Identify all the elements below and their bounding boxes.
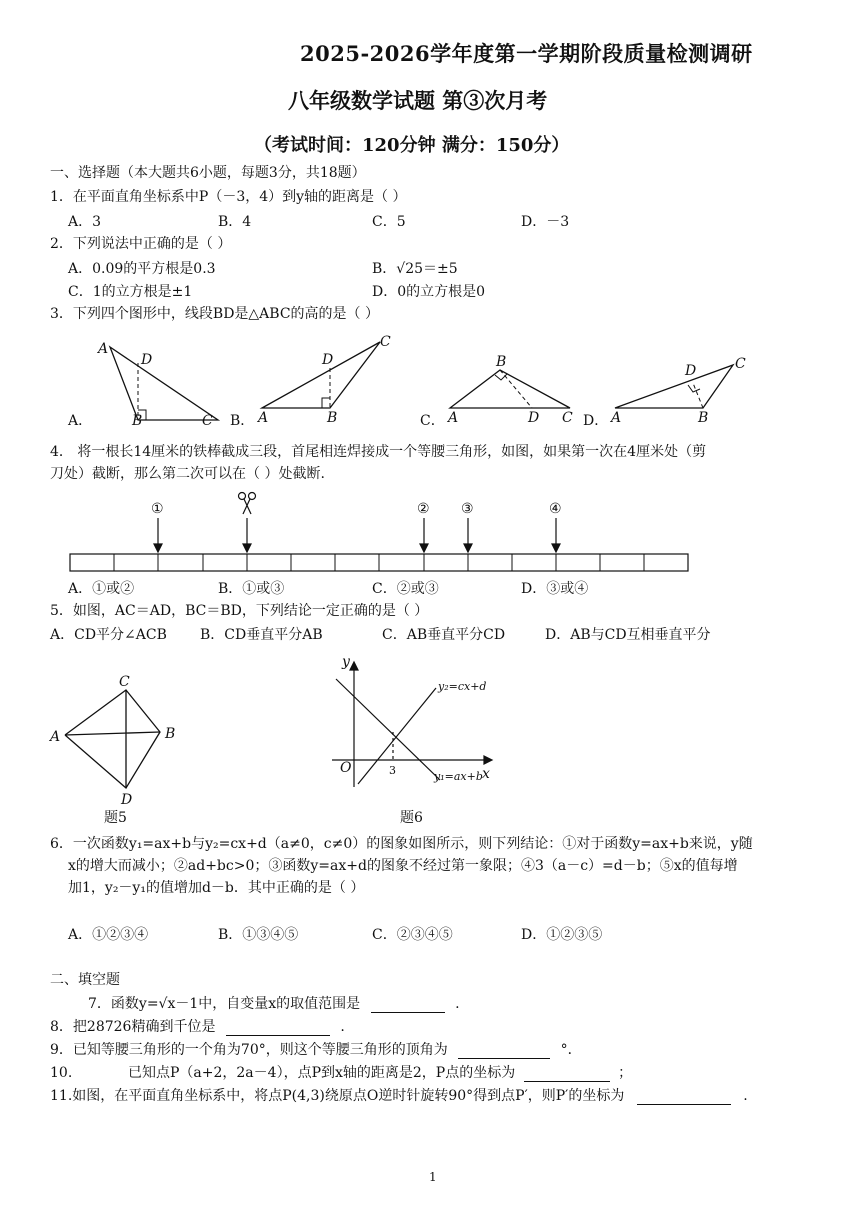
q3c-label-d: D xyxy=(528,410,540,426)
q5-label-c: C xyxy=(119,674,130,690)
q3a-label-c: C xyxy=(202,413,213,429)
q3-stem: 3．下列四个图形中，线段BD是△ABC的高的是（ ） xyxy=(50,306,380,322)
exam-title: 2025-2026学年度第一学期阶段质量检测调研 xyxy=(300,41,753,66)
q6-axis-x: x xyxy=(482,766,490,782)
q2-option-a: A．0.09的平方根是0.3 xyxy=(68,261,216,277)
q5-stem: 5．如图，AC＝AD，BC＝BD，下列结论一定正确的是（ ） xyxy=(50,603,429,619)
q8-line xyxy=(50,1019,345,1036)
q3-label-d: D． xyxy=(583,413,609,429)
q3b-label-b: B xyxy=(327,410,338,426)
q11-line xyxy=(50,1088,748,1105)
q5-option-d: D．AB与CD互相垂直平分 xyxy=(545,627,711,643)
q3c-label-b: B xyxy=(496,354,507,370)
q6-origin: O xyxy=(340,760,352,776)
q3-label-c: C． xyxy=(420,413,445,429)
q6-line-y2: y₂=cx+d xyxy=(438,680,487,693)
q3d-label-c: C xyxy=(735,356,746,372)
q2-option-c: C．1的立方根是±1 xyxy=(68,284,193,300)
q3-figure-c xyxy=(440,350,585,430)
q6-option-d: D．①②③⑤ xyxy=(521,927,603,943)
q11-text: 11.如图，在平面直角坐标系中，将点P(4,3)绕原点O逆时针旋转90°得到点P′，则P′的坐标为 xyxy=(50,1088,625,1104)
q3d-label-d: D xyxy=(685,363,697,379)
q10-line xyxy=(128,1065,632,1082)
q5-label-d: D xyxy=(121,792,133,808)
q3a-label-d: D xyxy=(141,352,153,368)
q4-option-c: C．②或③ xyxy=(372,581,439,597)
q3-figure-d xyxy=(605,350,755,430)
q6-stem-line2: x的增大而减小；②ad+bc>0；③函数y=ax+d的图象不经过第一象限；④3（a－c）=d－b；⑤x的值每增 xyxy=(68,858,738,874)
page-number: 1 xyxy=(429,1170,437,1184)
scissors-icon xyxy=(239,493,256,515)
q7-text: 7．函数y=√x－1中，自变量x的取值范围是 xyxy=(88,996,361,1012)
q6-caption: 题6 xyxy=(400,810,423,826)
q6-tick-3: 3 xyxy=(389,764,396,777)
q11-answer-blank[interactable] xyxy=(637,1090,731,1105)
q6-graph-figure xyxy=(322,652,502,792)
q4-marker-1: ① xyxy=(151,501,164,517)
q5-option-b: B．CD垂直平分AB xyxy=(200,627,323,643)
q10-text: 已知点P（a+2，2a－4），点P到x轴的距离是2，P点的坐标为 xyxy=(128,1065,516,1081)
q5-option-c: C．AB垂直平分CD xyxy=(382,627,506,643)
q4-stem-line1: 4． 将一根长14厘米的铁棒截成三段，首尾相连焊接成一个等腰三角形，如图，如果第一次在4厘米处（剪 xyxy=(50,444,707,460)
section1-heading: 一、选择题（本大题共6小题，每题3分，共18题） xyxy=(50,165,366,181)
q11-end: . xyxy=(743,1088,748,1104)
section2-heading: 二、填空题 xyxy=(50,972,120,988)
q6-axis-y: y xyxy=(342,654,350,670)
q9-text: 9．已知等腰三角形的一个角为70°，则这个等腰三角形的顶角为 xyxy=(50,1042,448,1058)
q6-line-y1: y₁=ax+b xyxy=(434,770,483,783)
q7-answer-blank[interactable] xyxy=(371,998,445,1013)
q6-option-c: C．②③④⑤ xyxy=(372,927,453,943)
q5-label-a: A xyxy=(50,729,61,745)
q3b-label-d: D xyxy=(322,352,334,368)
q2-option-b: B．√25＝±5 xyxy=(372,261,458,277)
q9-line xyxy=(50,1042,582,1059)
q7-end: . xyxy=(455,996,460,1012)
q1-option-d: D．－3 xyxy=(521,214,570,230)
q3d-label-a: A xyxy=(611,410,622,426)
q6-option-a: A．①②③④ xyxy=(68,927,149,943)
q1-option-b: B．4 xyxy=(218,214,252,230)
q4-marker-2: ② xyxy=(417,501,430,517)
q4-option-a: A．①或② xyxy=(68,581,135,597)
q3a-label-a: A xyxy=(98,341,109,357)
q9-answer-blank[interactable] xyxy=(458,1044,550,1059)
q2-option-d: D．0的立方根是0 xyxy=(372,284,486,300)
q6-stem-line3: 加1，y₂－y₁的值增加d－b．其中正确的是（ ） xyxy=(68,880,365,896)
q8-text: 8．把28726精确到千位是 xyxy=(50,1019,216,1035)
q3c-label-a: A xyxy=(448,410,459,426)
q1-stem: 1．在平面直角坐标系中P（－3，4）到y轴的距离是（ ） xyxy=(50,189,407,205)
q5-caption: 题5 xyxy=(104,810,127,826)
q8-end: . xyxy=(340,1019,345,1035)
q3-label-a: A． xyxy=(68,413,93,429)
exam-subtitle: 八年级数学试题 第③次月考 xyxy=(288,88,548,113)
q10-end: ； xyxy=(618,1065,633,1081)
q9-end: °． xyxy=(560,1042,582,1058)
q4-stem-line2: 刀处）截断，那么第二次可以在（ ）处截断. xyxy=(50,466,325,482)
q6-stem-line1: 6．一次函数y₁=ax+b与y₂=cx+d（a≠0，c≠0）的图象如图所示，则下列结论：①对于函数y=ax+b来说，y随 xyxy=(50,836,753,852)
q3-label-b: B． xyxy=(230,413,255,429)
q4-option-b: B．①或③ xyxy=(218,581,285,597)
q4-marker-3: ③ xyxy=(461,501,474,517)
q3d-label-b: B xyxy=(698,410,709,426)
q5-figure xyxy=(45,670,195,810)
q4-iron-bar-figure xyxy=(60,490,700,576)
q10-answer-blank[interactable] xyxy=(524,1067,610,1082)
q3-figure-a xyxy=(88,335,228,430)
q3c-label-c: C xyxy=(562,410,573,426)
q8-answer-blank[interactable] xyxy=(226,1021,330,1036)
q3b-label-a: A xyxy=(258,410,269,426)
q3-figure-b xyxy=(250,330,400,430)
q4-option-d: D．③或④ xyxy=(521,581,589,597)
q5-option-a: A．CD平分∠ACB xyxy=(50,627,167,643)
q5-label-b: B xyxy=(165,726,176,742)
q1-option-a: A．3 xyxy=(68,214,102,230)
exam-info: （考试时间：120分钟 满分：150分） xyxy=(254,135,570,156)
q4-marker-4: ④ xyxy=(549,501,562,517)
q1-option-c: C．5 xyxy=(372,214,406,230)
q3a-label-b: B xyxy=(132,413,143,429)
q10-number: 10. xyxy=(50,1065,73,1081)
q3b-label-c: C xyxy=(380,334,391,350)
q2-stem: 2．下列说法中正确的是（ ） xyxy=(50,236,232,252)
q7-line xyxy=(88,996,460,1013)
q6-option-b: B．①③④⑤ xyxy=(218,927,299,943)
